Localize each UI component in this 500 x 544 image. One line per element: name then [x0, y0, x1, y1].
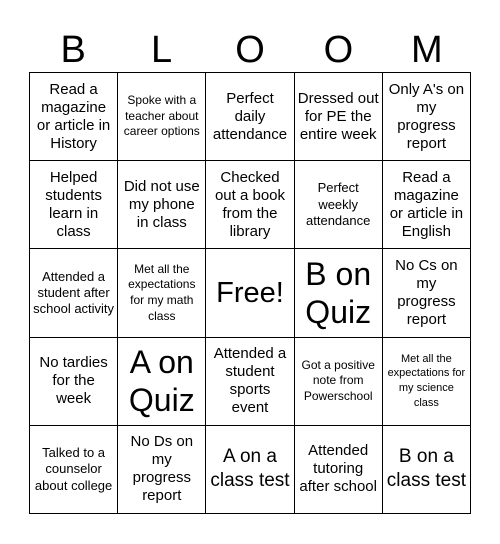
- bingo-cell[interactable]: B on a class test: [383, 426, 471, 514]
- bingo-cell[interactable]: No Cs on my progress report: [383, 249, 471, 337]
- bingo-header: [29, 28, 471, 72]
- bingo-cell[interactable]: Perfect weekly attendance: [295, 161, 383, 249]
- bingo-cell[interactable]: Met all the expectations for my science class: [383, 338, 471, 426]
- bingo-cell[interactable]: Attended a student after school activity: [30, 249, 118, 337]
- bingo-cell[interactable]: Only A's on my progress report: [383, 73, 471, 161]
- bingo-cell[interactable]: Checked out a book from the library: [206, 161, 294, 249]
- bingo-cell[interactable]: Read a magazine or article in History: [30, 73, 118, 161]
- bingo-board: [29, 72, 471, 514]
- header-letter-b: B: [60, 29, 86, 71]
- bingo-cell[interactable]: A on a class test: [206, 426, 294, 514]
- bingo-cell[interactable]: Spoke with a teacher about career options: [118, 73, 206, 161]
- bingo-cell[interactable]: Met all the expectations for my math class: [118, 249, 206, 337]
- bingo-cell[interactable]: Helped students learn in class: [30, 161, 118, 249]
- header-letter-o: O: [235, 29, 265, 71]
- bingo-cell[interactable]: Read a magazine or article in English: [383, 161, 471, 249]
- bingo-cell[interactable]: Attended a student sports event: [206, 338, 294, 426]
- bingo-cell[interactable]: Attended tutoring after school: [295, 426, 383, 514]
- bingo-cell[interactable]: Talked to a counselor about college: [30, 426, 118, 514]
- bingo-cell[interactable]: B on Quiz: [295, 249, 383, 337]
- bingo-cell[interactable]: No Ds on my progress report: [118, 426, 206, 514]
- header-letter-m: M: [411, 29, 443, 71]
- bingo-cell[interactable]: Perfect daily attendance: [206, 73, 294, 161]
- bingo-cell[interactable]: Got a positive note from Powerschool: [295, 338, 383, 426]
- bingo-cell[interactable]: No tardies for the week: [30, 338, 118, 426]
- header-letter-o-2: O: [323, 29, 354, 71]
- free-space[interactable]: Free!: [206, 249, 294, 337]
- bingo-cell[interactable]: A on Quiz: [118, 338, 206, 426]
- bingo-cell[interactable]: Did not use my phone in class: [118, 161, 206, 249]
- bingo-cell[interactable]: Dressed out for PE the entire week: [295, 73, 383, 161]
- header-letter-l: L: [151, 29, 173, 71]
